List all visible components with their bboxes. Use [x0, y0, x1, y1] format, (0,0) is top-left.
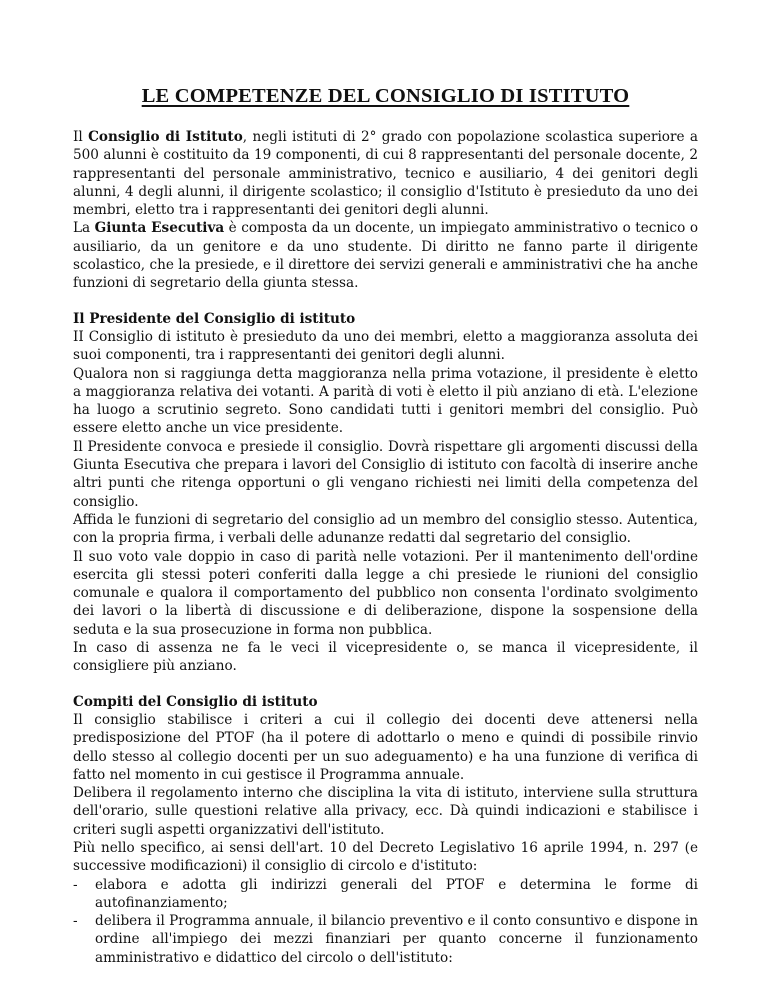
list-item [73, 876, 698, 913]
president-paragraph: II Consiglio di istituto è presieduto da uno dei membri, eletto a maggioranza assoluta dei suoi componenti, tra i rappresentanti dei genitori degli alunni. [73, 328, 698, 364]
duties-paragraph: Delibera il regolamento interno che disciplina la vita di istituto, interviene sulla struttura dell'orario, sulle questioni relative alla privacy, ecc. Dà quindi indicazioni e stabilisce i criteri sugli aspetti organizzativi dell'istituto. [73, 785, 698, 838]
intro-paragraph-giunta [73, 219, 698, 292]
intro-p1-prefix: Il [73, 129, 89, 145]
duties-list [73, 876, 698, 967]
intro-p1-bold-term: Consiglio di Istituto [88, 129, 243, 145]
president-paragraph: Il suo voto vale doppio in caso di parità nelle votazioni. Per il mantenimento dell'ordine esercita gli stessi poteri conferiti dalla legge a chi presiede le riunioni del consiglio comunale e qualora il comportamento del pubblico non consenta l'ordinato svolgimento dei lavori o la libertà di discussione e di deliberazione, dispone la sospensione della seduta e la sua prosecuzione in forma non pubblica. [73, 548, 698, 638]
president-paragraph: Affida le funzioni di segretario del consiglio ad un membro del consiglio stesso. Autentica, con la propria firma, i verbali delle adunanze redatti dal segretario del consiglio. [73, 511, 698, 547]
intro-p2-prefix: La [73, 220, 95, 237]
list-item [73, 912, 698, 967]
president-section-heading: Il Presidente del Consiglio di istituto [73, 310, 356, 327]
duties-paragraph: Più nello specifico, ai sensi dell'art. 10 del Decreto Legislativo 16 aprile 1994, n. 297 (e successive modificazioni) il consiglio di circolo e d'istituto: [73, 839, 698, 875]
list-item-text: delibera il Programma annuale, il bilancio preventivo e il conto consuntivo e dispone in ordine all'impiego dei mezzi finanziari per quanto concerne il funzionamento amministrativo e didattico del circolo o dell'istituto: [95, 913, 698, 966]
list-item-text: elabora e adotta gli indirizzi generali del PTOF e determina le forme di autofinanziamento; [95, 876, 698, 911]
president-paragraph: In caso di assenza ne fa le veci il vicepresidente o, se manca il vicepresidente, il consigliere più anziano. [73, 640, 698, 675]
intro-p1-text: , negli istituti di 2° grado con popolazione scolastica superiore a 500 alunni è costituito da 19 componenti, di cui 8 rappresentanti del personale docente, 2 rappresentanti del personale amministrativo, tecnico e ausiliario, 4 dei genitori degli alunni, 4 degli alunni, il dirigente scolastico; il consiglio d'Istituto è presieduto da uno dei membri, eletto tra i rappresentanti dei genitori degli alunni. [73, 129, 698, 219]
president-paragraph: Il Presidente convoca e presiede il consiglio. Dovrà rispettare gli argomenti discussi della Giunta Esecutiva che prepara i lavori del Consiglio di istituto con facoltà di inserire anche altri punti che ritenga opportuni o gli vengano richiesti nei limiti della competenza del consiglio. [73, 438, 698, 510]
section-spacer [73, 676, 698, 693]
intro-p2-bold-term: Giunta Esecutiva [94, 220, 225, 237]
section-spacer [73, 293, 698, 310]
list-dash: - [73, 913, 78, 930]
president-paragraph: Qualora non si raggiunga detta maggioranza nella prima votazione, il presidente è eletto a maggioranza relativa dei votanti. A parità di voti è eletto il più anziano di età. L'elezione ha luogo a scrutinio segreto. Sono candidati tutti i genitori membri del consiglio. Può essere eletto anche un vice presidente. [73, 365, 698, 437]
duties-paragraph: Il consiglio stabilisce i criteri a cui il collegio dei docenti deve attenersi nella predisposizione del PTOF (ha il potere di adottarlo o meno e quindi di possibile rinvio dello stesso al collegio docenti per un suo adeguamento) e ha una funzione di verifica di fatto nel momento in cui gestisce il Programma annuale. [73, 711, 698, 783]
document-title: LE COMPETENZE DEL CONSIGLIO DI ISTITUTO [141, 85, 630, 107]
list-dash: - [73, 876, 78, 893]
intro-p2-text: è composta da un docente, un impiegato amministrativo o tecnico o ausiliario, da un genitore e da uno studente. Di diritto ne fanno parte il dirigente scolastico, che la presiede, e il direttore dei servizi generali e amministrativi che ha anche funzioni di segretario della giunta stessa. [73, 220, 698, 292]
intro-paragraph-council [73, 128, 698, 219]
duties-section-heading: Compiti del Consiglio di istituto [73, 693, 318, 710]
